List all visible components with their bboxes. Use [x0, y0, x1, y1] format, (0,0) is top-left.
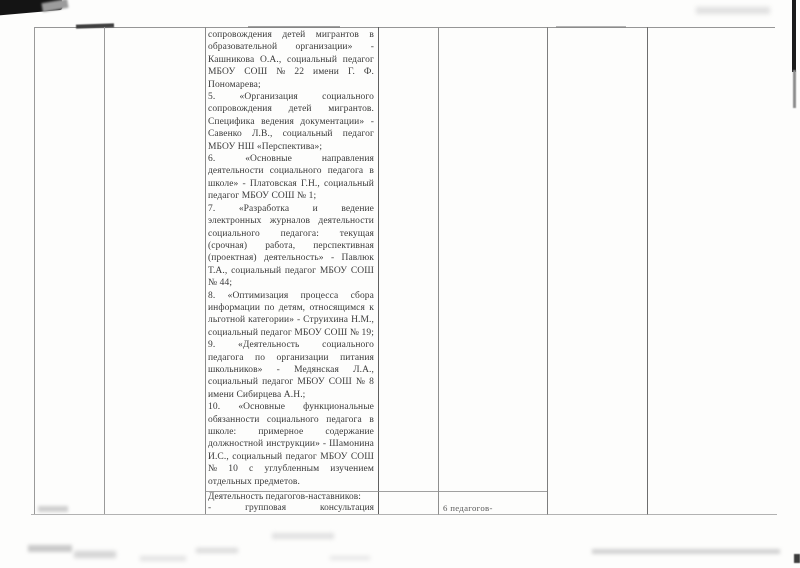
scan-smudge-bottom-corner: [38, 506, 68, 512]
participants-count-cell: 6 педагогов-: [443, 503, 493, 513]
scan-dark-segment-top-border-2: [556, 26, 626, 28]
text-line: И.С., социальный педагог МБОУ СОШ: [208, 451, 374, 462]
scan-edge-mark-right: [792, 0, 796, 72]
text-line: льготной категории» - Струихина Н.М.,: [208, 315, 374, 326]
text-line: Пономарева;: [208, 79, 261, 90]
text-line: социальный педагог МБОУ СОШ № 19;: [208, 327, 374, 338]
text-line: (проектная) деятельность» - Павлюк: [208, 253, 374, 264]
text-line: деятельности социального педагога в: [208, 166, 374, 177]
text-line: № 10 с углубленным изучением: [208, 464, 374, 475]
table-border-bottom: [31, 514, 777, 515]
scan-smudge-footer-5: [592, 549, 780, 554]
text-line: 7. «Разработка и ведение: [208, 203, 374, 214]
scan-smudge-top-right: [696, 7, 770, 14]
scan-smudge-footer-1: [28, 545, 72, 552]
table-line-vertical-7: [647, 27, 648, 515]
scan-smudge-footer-4: [272, 533, 334, 539]
text-line: № 44;: [208, 278, 233, 289]
table-line-vertical-1: [34, 27, 35, 514]
table-line-vertical-5: [438, 27, 439, 515]
text-line: имени Сибирцева А.Н.;: [208, 389, 306, 400]
main-cell-text: [208, 29, 374, 488]
scan-dark-segment-top-border-1: [248, 26, 340, 28]
text-line: школе» - Платовская Г.Н., социальный: [208, 178, 374, 189]
scan-smudge-footer-8: [330, 556, 370, 560]
text-line: сопровождения детей мигрантов в: [208, 30, 374, 40]
text-line: сопровождения детей мигрантов.: [208, 104, 374, 115]
scan-smudge-footer-6: [794, 554, 800, 563]
text-line: социальный педагог МБОУ СОШ № 8: [208, 377, 374, 388]
table-border-top: [34, 27, 775, 28]
text-line: 8. «Оптимизация процесса сбора: [208, 290, 374, 301]
text-line: должностной инструкции» - Шамонина: [208, 439, 374, 450]
text-line: Деятельность педагогов-наставников:: [208, 492, 361, 502]
scan-smudge-footer-7: [140, 556, 186, 561]
text-line: образовательной организации» -: [208, 42, 374, 53]
text-line: Савенко Л.В., социальный педагог: [208, 129, 374, 140]
text-line: 9. «Деятельность социального: [208, 340, 374, 351]
table-line-vertical-3: [205, 27, 206, 514]
text-line: Специфика ведения документации» -: [208, 116, 374, 127]
mentors-row-text: [208, 492, 374, 515]
text-line: МБОУ СОШ № 22 имени Г. Ф.: [208, 67, 374, 78]
text-line: (срочная) работа, перспективная: [208, 240, 374, 251]
scan-edge-mark-right-fade: [793, 70, 796, 108]
scan-smudge-footer-2: [74, 551, 116, 558]
text-line: социального педагога: текущая: [208, 228, 374, 239]
scan-smudge-footer-3: [196, 548, 238, 553]
table-line-vertical-6: [547, 27, 548, 515]
text-line: обязанности социального педагога в: [208, 414, 374, 425]
text-line: - групповая консультация: [208, 503, 374, 514]
text-line: педагог МБОУ СОШ № 1;: [208, 191, 317, 202]
text-line: 5. «Организация социального: [208, 92, 374, 103]
text-line: школьников» - Медянская Л.А.,: [208, 364, 374, 375]
text-line: Т.А., социальный педагог МБОУ СОШ: [208, 265, 374, 276]
text-line: МБОУ НШ «Перспектива»;: [208, 141, 323, 152]
text-line: отдельных предметов.: [208, 476, 300, 487]
text-line: педагога по организации питания: [208, 352, 374, 363]
table-line-vertical-2: [104, 27, 105, 514]
text-line: Кашникова О.А., социальный педагог: [208, 54, 374, 65]
text-line: 10. «Основные функциональные: [208, 402, 374, 413]
text-line: электронных журналов деятельности: [208, 216, 374, 227]
text-line: 6. «Основные направления: [208, 154, 374, 165]
text-line: информации по детям, относящимся к: [208, 302, 374, 313]
text-line: школе: примерное содержание: [208, 427, 374, 437]
table-line-vertical-4: [378, 27, 379, 514]
